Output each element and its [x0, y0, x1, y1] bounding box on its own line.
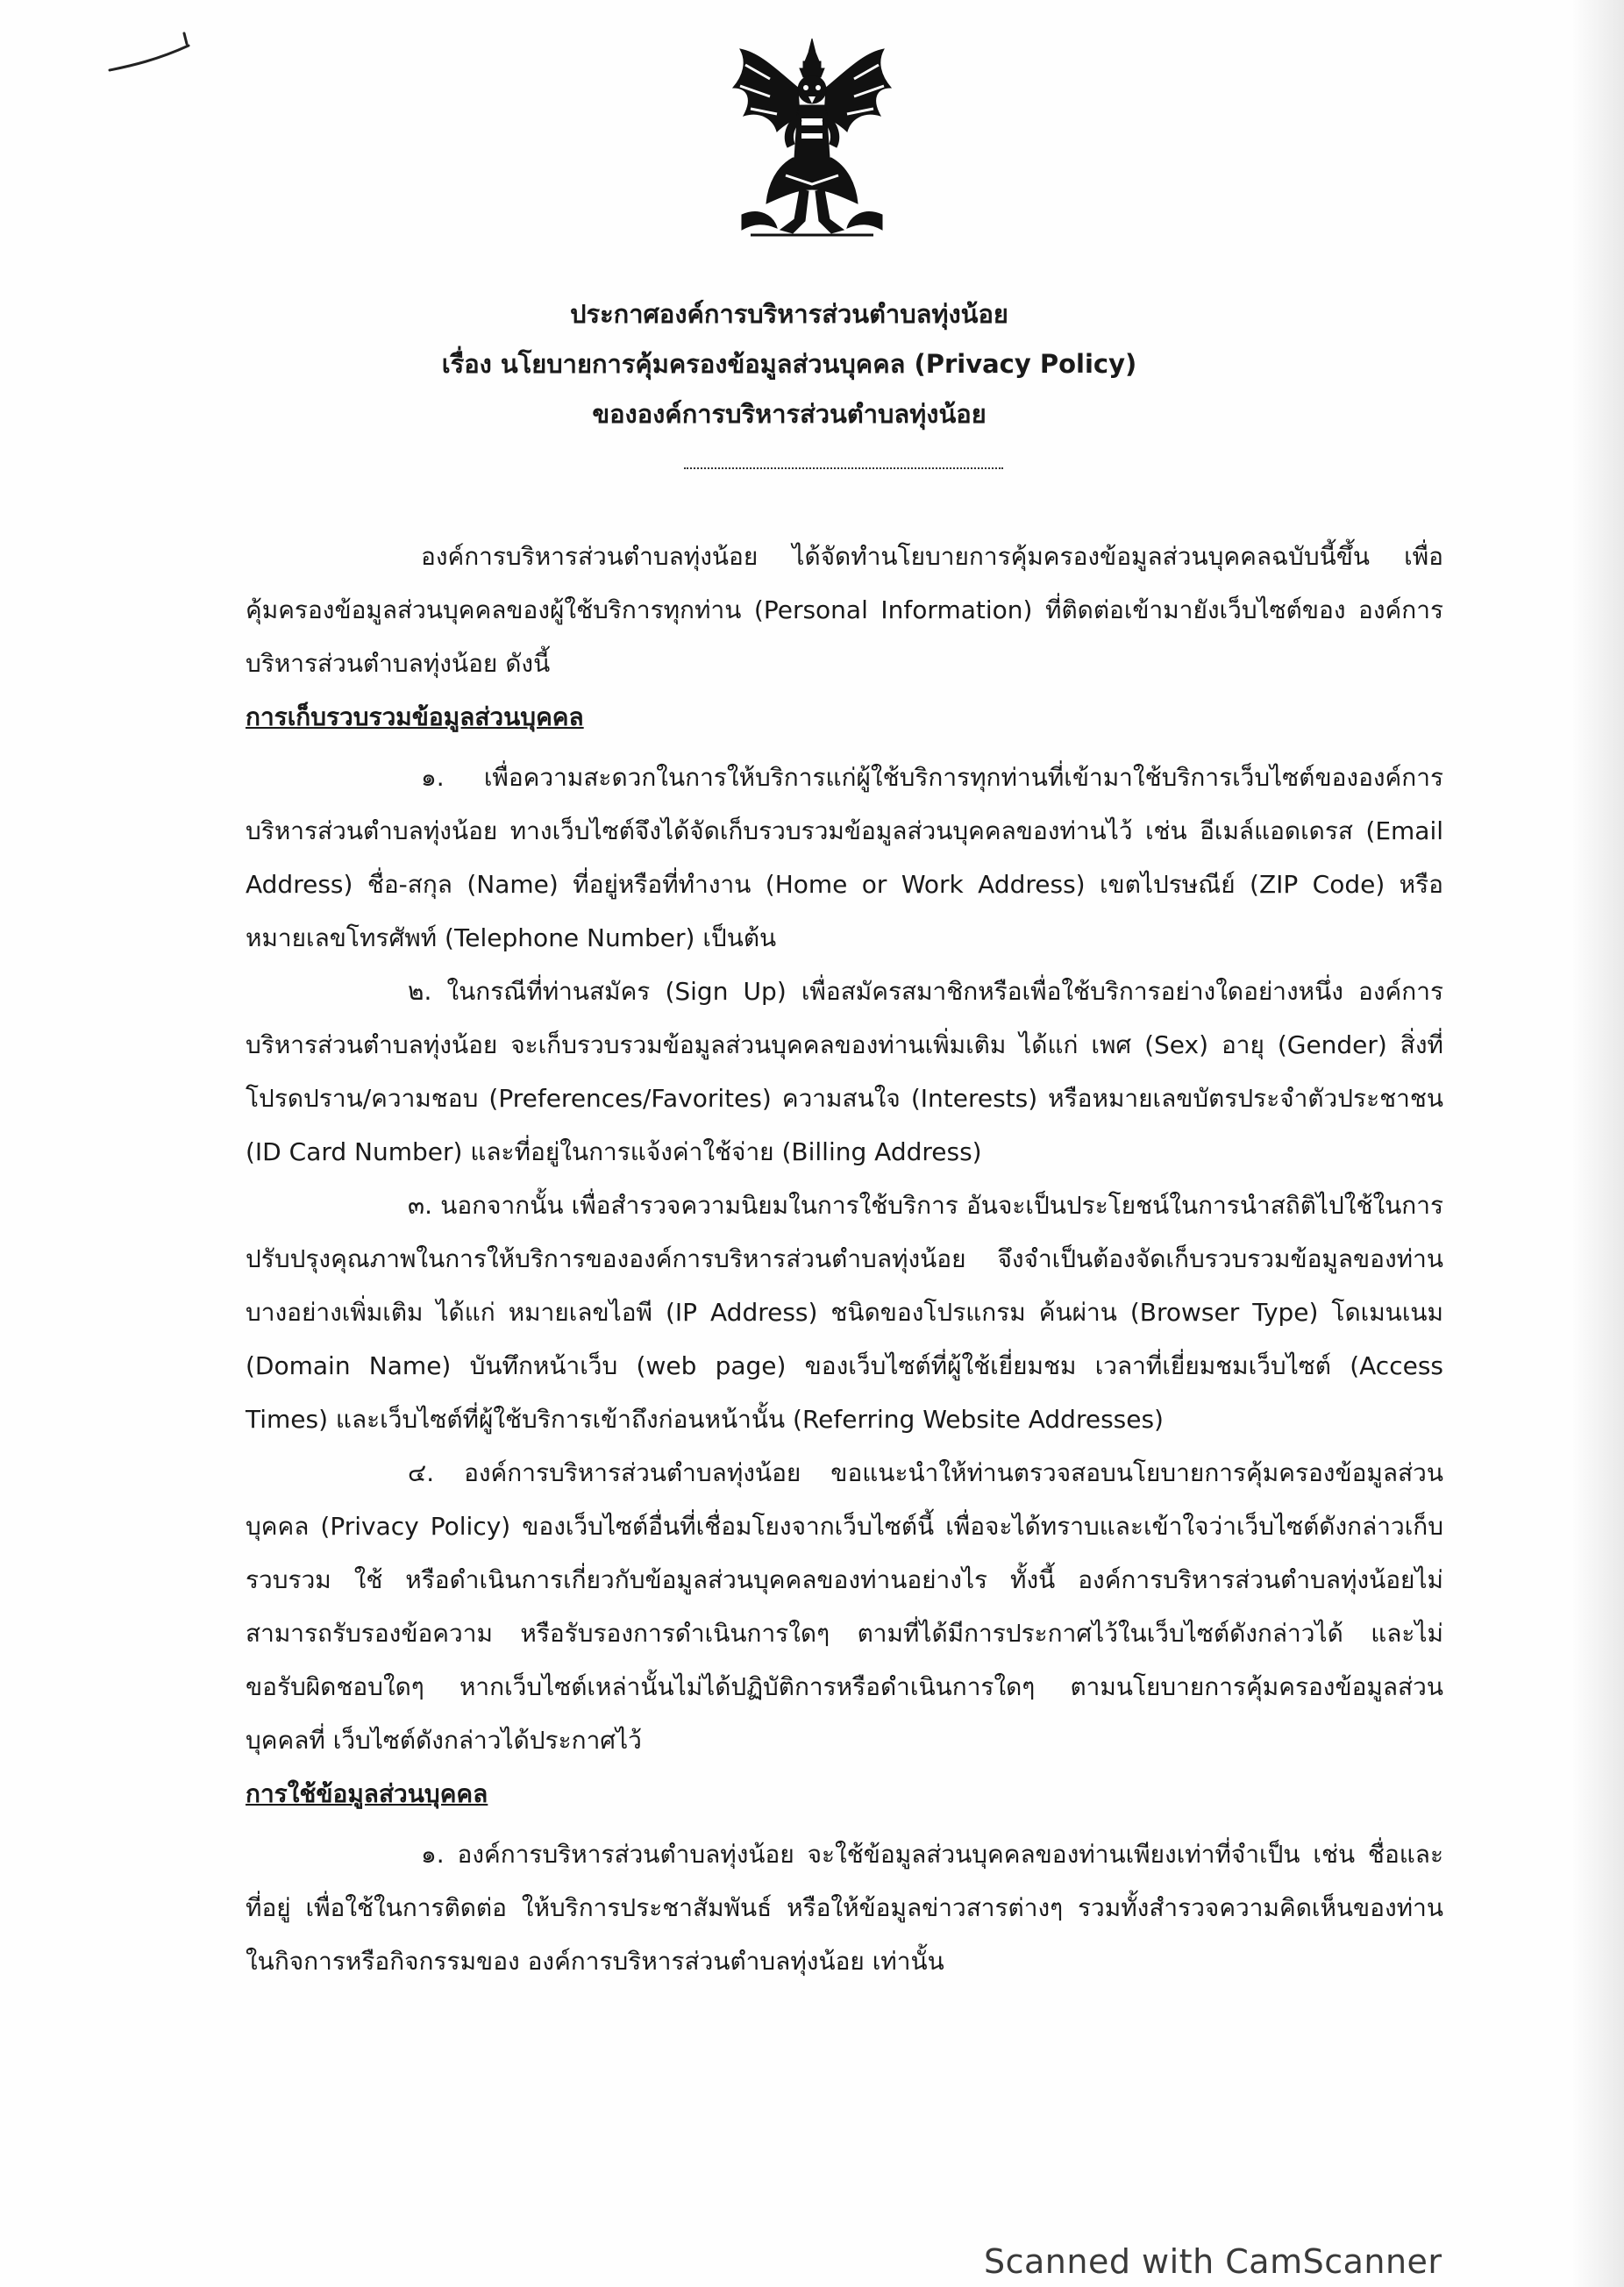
intro-paragraph: องค์การบริหารส่วนตำบลทุ่งน้อย ได้จัดทำนโยบายการคุ้มครองข้อมูลส่วนบุคคลฉบับนี้ขึ้น เพื่อคุ้มครองข้อมูลส่วนบุคคลของผู้ใช้บริการทุกท่าน (Personal Information) ที่ติดต่อเข้ามายังเว็บไซต์ของ องค์การบริหารส่วนตำบลทุ่งน้อย ดังนี้	[246, 542, 1443, 678]
section-heading-usage: การใช้ข้อมูลส่วนบุคคล	[246, 1779, 488, 1808]
header-line-3: ขององค์การบริหารส่วนตำบลทุ่งน้อย	[592, 399, 987, 429]
camscanner-watermark: Scanned with CamScanner	[984, 2242, 1442, 2281]
header-line-1: ประกาศองค์การบริหารส่วนตำบลทุ่งน้อย	[570, 299, 1008, 329]
document-header	[175, 289, 1403, 439]
garuda-emblem-icon	[724, 35, 900, 246]
header-line-2: เรื่อง นโยบายการคุ้มครองข้อมูลส่วนบุคคล (Privacy Policy)	[441, 349, 1137, 379]
collection-item-2: ๒. ในกรณีที่ท่านสมัคร (Sign Up) เพื่อสมัครสมาชิกหรือเพื่อใช้บริการอย่างใดอย่างหนึ่ง องค์การบริหารส่วนตำบลทุ่งน้อย จะเก็บรวบรวมข้อมูลส่วนบุคคลของท่านเพิ่มเติม ได้แก่ เพศ (Sex) อายุ (Gender) สิ่งที่โปรดปราน/ความชอบ (Preferences/Favorites) ความสนใจ (Interests) หรือหมายเลขบัตรประจำตัวประชาชน (ID Card Number) และที่อยู่ในการแจ้งค่าใช้จ่าย (Billing Address)	[246, 977, 1443, 1166]
collection-item-4: ๔. องค์การบริหารส่วนตำบลทุ่งน้อย ขอแนะนำให้ท่านตรวจสอบนโยบายการคุ้มครองข้อมูลส่วนบุคคล (Privacy Policy) ของเว็บไซต์อื่นที่เชื่อมโยงจากเว็บไซต์นี้ เพื่อจะได้ทราบและเข้าใจว่าเว็บไซต์ดังกล่าวเก็บรวบรวม ใช้ หรือดำเนินการเกี่ยวกับข้อมูลส่วนบุคคลของท่านอย่างไร ทั้งนี้ องค์การบริหารส่วนตำบลทุ่งน้อยไม่สามารถรับรองข้อความ หรือรับรองการดำเนินการใดๆ ตามที่ได้มีการประกาศไว้ในเว็บไซต์ดังกล่าวได้ และไม่ขอรับผิดชอบใดๆ หากเว็บไซต์เหล่านั้นไม่ได้ปฏิบัติการหรือดำเนินการใดๆ ตามนโยบายการคุ้มครองข้อมูลส่วนบุคคลที่ เว็บไซต์ดังกล่าวได้ประกาศไว้	[246, 1458, 1443, 1755]
document-body	[246, 530, 1443, 1988]
page-edge-shadow	[1571, 0, 1624, 2287]
dotted-divider	[684, 467, 1003, 469]
collection-item-3: ๓. นอกจากนั้น เพื่อสำรวจความนิยมในการใช้บริการ อันจะเป็นประโยชน์ในการนำสถิติไปใช้ในการปรับปรุงคุณภาพในการให้บริการขององค์การบริหารส่วนตำบลทุ่งน้อย จึงจำเป็นต้องจัดเก็บรวบรวมข้อมูลของท่านบางอย่างเพิ่มเติม ได้แก่ หมายเลขไอพี (IP Address) ชนิดของโปรแกรม ค้นผ่าน (Browser Type) โดเมนเนม (Domain Name) บันทึกหน้าเว็บ (web page) ของเว็บไซต์ที่ผู้ใช้เยี่ยมชม เวลาที่เยี่ยมชมเว็บไซต์ (Access Times) และเว็บไซต์ที่ผู้ใช้บริการเข้าถึงก่อนหน้านั้น (Referring Website Addresses)	[246, 1191, 1443, 1434]
collection-item-1: ๑. เพื่อความสะดวกในการให้บริการแก่ผู้ใช้บริการทุกท่านที่เข้ามาใช้บริการเว็บไซต์ขององค์การบริหารส่วนตำบลทุ่งน้อย ทางเว็บไซต์จึงได้จัดเก็บรวบรวมข้อมูลส่วนบุคคลของท่านไว้ เช่น อีเมล์แอดเดรส (Email Address) ชื่อ-สกุล (Name) ที่อยู่หรือที่ทำงาน (Home or Work Address) เขตไปรษณีย์ (ZIP Code) หรือหมายเลขโทรศัพท์ (Telephone Number) เป็นต้น	[246, 763, 1443, 952]
section-heading-collection: การเก็บรวบรวมข้อมูลส่วนบุคคล	[246, 702, 584, 731]
pen-mark-icon	[105, 26, 202, 79]
usage-item-1: ๑. องค์การบริหารส่วนตำบลทุ่งน้อย จะใช้ข้อมูลส่วนบุคคลของท่านเพียงเท่าที่จำเป็น เช่น ชื่อและ ที่อยู่ เพื่อใช้ในการติดต่อ ให้บริการประชาสัมพันธ์ หรือให้ข้อมูลข่าวสารต่างๆ รวมทั้งสำรวจความคิดเห็นของท่านในกิจการหรือกิจกรรมของ องค์การบริหารส่วนตำบลทุ่งน้อย เท่านั้น	[246, 1840, 1443, 1976]
